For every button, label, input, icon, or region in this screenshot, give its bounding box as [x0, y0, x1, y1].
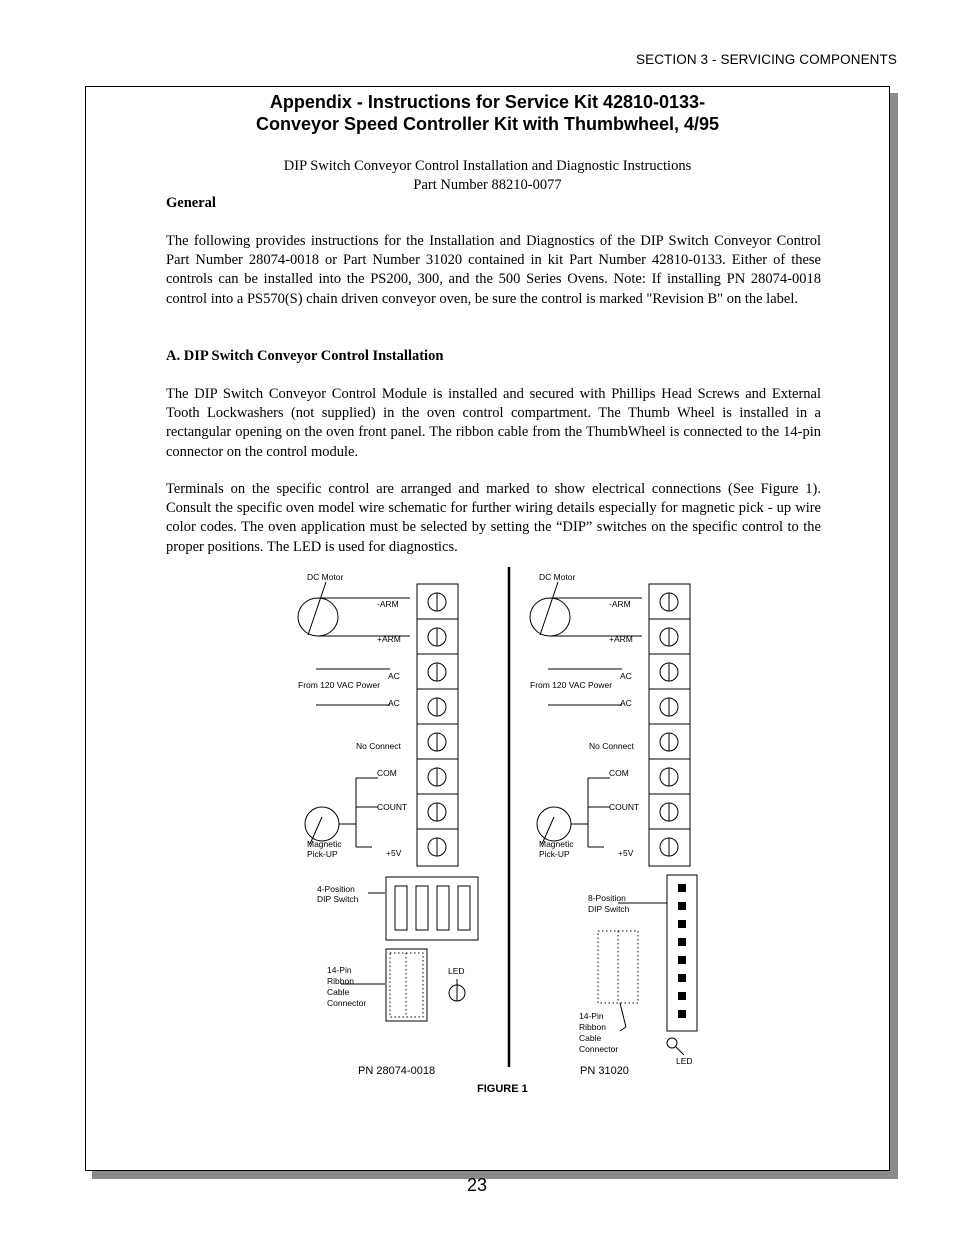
- right-label-led: LED: [676, 1056, 693, 1066]
- left-label-ribbon-2: Ribbon: [327, 976, 354, 986]
- section-a-heading: A. DIP Switch Conveyor Control Installation: [166, 348, 444, 364]
- right-label-com: COM: [609, 768, 629, 778]
- right-control-diagram: [530, 582, 697, 1055]
- title-line-1: Appendix - Instructions for Service Kit 42810-0133-: [269, 92, 706, 112]
- section-a-paragraph-2: Terminals on the specific control are arranged and marked to show electrical connections (See Figure 1). Consult the specific oven model wire schematic for further wiring details especially for magnetic pick - up wire color codes. The oven application must be selected by setting the “DIP” switches on the specific control to the proper positions. The LED is used for diagnostics.: [166, 481, 821, 555]
- left-label-no-connect: No Connect: [356, 741, 401, 751]
- left-label-ac-1: AC: [388, 671, 400, 681]
- right-label-count: COUNT: [609, 802, 640, 812]
- left-label-count: COUNT: [377, 802, 408, 812]
- right-label-arm-pos: +ARM: [609, 634, 633, 644]
- general-paragraph: The following provides instructions for the Installation and Diagnostics of the DIP Switch Conveyor Control Part Number 28074-0018 or Part Number 31020 contained in kit Part Number 42810-0133. Either of these controls can be installed into the PS200, 300, and the 500 Series Ovens. Note: If installing PN 28074-0018 control into a PS570(S) chain driven conveyor oven, be sure the control is marked "Revision B" on the label.: [166, 233, 821, 307]
- left-label-dip-1: 4-Position: [317, 884, 355, 894]
- left-part-number: PN 28074-0018: [358, 1065, 436, 1077]
- left-label-com: COM: [377, 768, 397, 778]
- general-heading: General: [166, 195, 216, 211]
- subtitle-line-2: Part Number 88210-0077: [413, 177, 562, 193]
- left-label-plus5v: +5V: [386, 848, 402, 858]
- title-line-2: Conveyor Speed Controller Kit with Thumbwheel, 4/95: [255, 114, 720, 134]
- right-label-dip-2: DIP Switch: [588, 904, 630, 914]
- right-dip-switch: [667, 875, 697, 1031]
- left-diagram-labels: [298, 572, 465, 1077]
- right-label-ac-2: AC: [620, 698, 632, 708]
- left-label-led: LED: [448, 966, 465, 976]
- right-label-ac-1: AC: [620, 671, 632, 681]
- right-label-pickup: Pick-UP: [539, 849, 570, 859]
- left-label-from-power: From 120 VAC Power: [298, 680, 381, 690]
- right-magnetic-pickup-icon: [537, 807, 571, 841]
- right-label-dc-motor: DC Motor: [539, 572, 576, 582]
- subtitle-line-1: DIP Switch Conveyor Control Installation and Diagnostic Instructions: [283, 158, 692, 174]
- left-label-pickup: Pick-UP: [307, 849, 338, 859]
- right-label-no-connect: No Connect: [589, 741, 634, 751]
- right-terminals: [649, 593, 690, 856]
- right-label-ribbon-2: Ribbon: [579, 1022, 606, 1032]
- left-label-ribbon-3: Cable: [327, 987, 350, 997]
- section-header: SECTION 3 - SERVICING COMPONENTS: [636, 52, 897, 67]
- right-label-arm-neg: -ARM: [609, 599, 631, 609]
- content-frame: [85, 86, 890, 1171]
- left-label-dc-motor: DC Motor: [307, 572, 344, 582]
- left-dc-motor-icon: [298, 598, 338, 636]
- left-label-ribbon-1: 14-Pin: [327, 965, 352, 975]
- right-dc-motor-icon: [530, 598, 570, 636]
- right-part-number: PN 31020: [580, 1065, 629, 1077]
- left-label-ac-2: AC: [388, 698, 400, 708]
- right-label-ribbon-1: 14-Pin: [579, 1011, 604, 1021]
- right-label-ribbon-3: Cable: [579, 1033, 602, 1043]
- right-label-magnetic: Magnetic: [539, 839, 574, 849]
- left-label-arm-pos: +ARM: [377, 634, 401, 644]
- right-label-ribbon-4: Connector: [579, 1044, 619, 1054]
- right-led-icon: [667, 1038, 677, 1048]
- left-terminal-strip: [417, 584, 458, 866]
- left-terminals: [417, 593, 458, 856]
- left-label-magnetic: Magnetic: [307, 839, 342, 849]
- figure-caption: FIGURE 1: [477, 1083, 528, 1095]
- left-label-arm-neg: -ARM: [377, 599, 399, 609]
- page-number: 23: [466, 1175, 488, 1195]
- left-label-dip-2: DIP Switch: [317, 894, 359, 904]
- right-diagram-labels: [530, 572, 693, 1077]
- left-label-ribbon-4: Connector: [327, 998, 367, 1008]
- left-magnetic-pickup-icon: [305, 807, 339, 841]
- section-a-paragraph-1: The DIP Switch Conveyor Control Module is installed and secured with Phillips Head Screws and External Tooth Lockwashers (not supplied) in the oven control compartment. The Thumb Wheel is installed in a rectangular opening on the oven front panel. The ribbon cable from the ThumbWheel is connected to the 14-pin connector on the control module.: [166, 386, 821, 460]
- right-terminal-strip: [649, 584, 690, 866]
- right-label-dip-1: 8-Position: [588, 893, 626, 903]
- right-label-from-power: From 120 VAC Power: [530, 680, 613, 690]
- wiring-figure: [86, 87, 889, 1170]
- right-label-plus5v: +5V: [618, 848, 634, 858]
